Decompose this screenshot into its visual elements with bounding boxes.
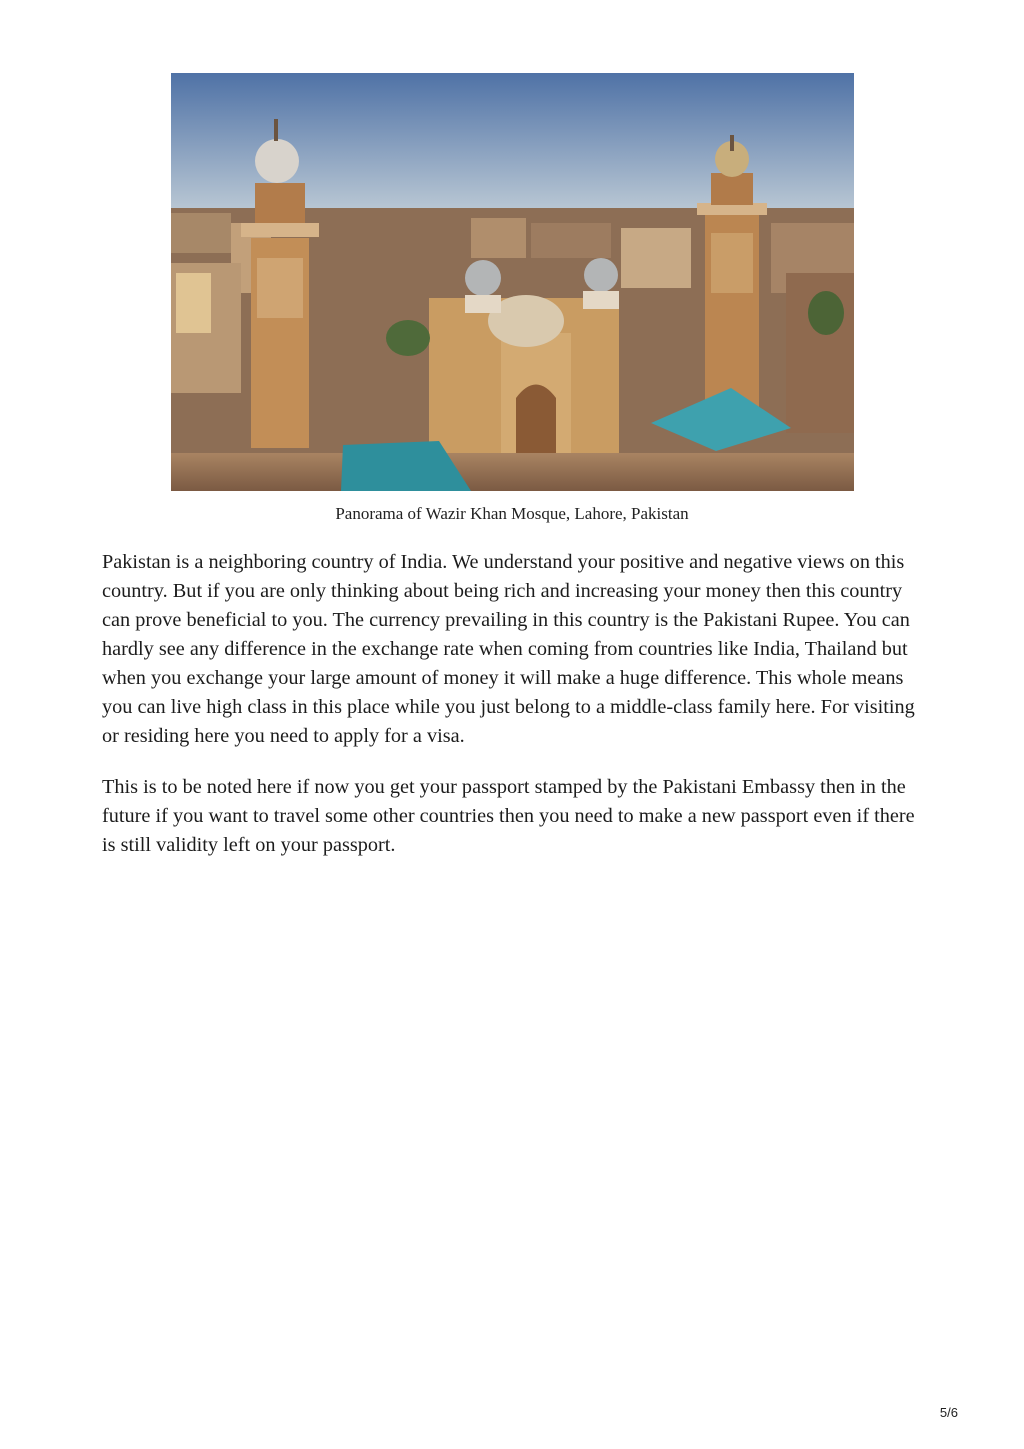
figure-caption: Panorama of Wazir Khan Mosque, Lahore, Pakistan bbox=[335, 504, 689, 523]
article-body bbox=[102, 548, 924, 882]
mosque-photo-illustration bbox=[171, 73, 854, 491]
mosque-photo bbox=[171, 73, 854, 491]
page-number: 5/6 bbox=[939, 1405, 958, 1420]
paragraph-visa-intro: Pakistan is a neighboring country of India. We understand your positive and negative views on this country. But if you are only thinking about being rich and increasing your money then this country can prove beneficial to you. The currency prevailing in this country is the Pakistani Rupee. You can hardly see any difference in the exchange rate when coming from countries like India, Thailand but when you exchange your large amount of money it will make a huge difference. This whole means you can live high class in this place while you just belong to a middle-class family here. For visiting or residing here you need to apply for a visa. bbox=[102, 551, 915, 747]
paragraph-passport-note: This is to be noted here if now you get your passport stamped by the Pakistani Embassy then in the future if you want to travel some other countries then you need to make a new passport even if there is still validity left on your passport. bbox=[102, 776, 915, 856]
